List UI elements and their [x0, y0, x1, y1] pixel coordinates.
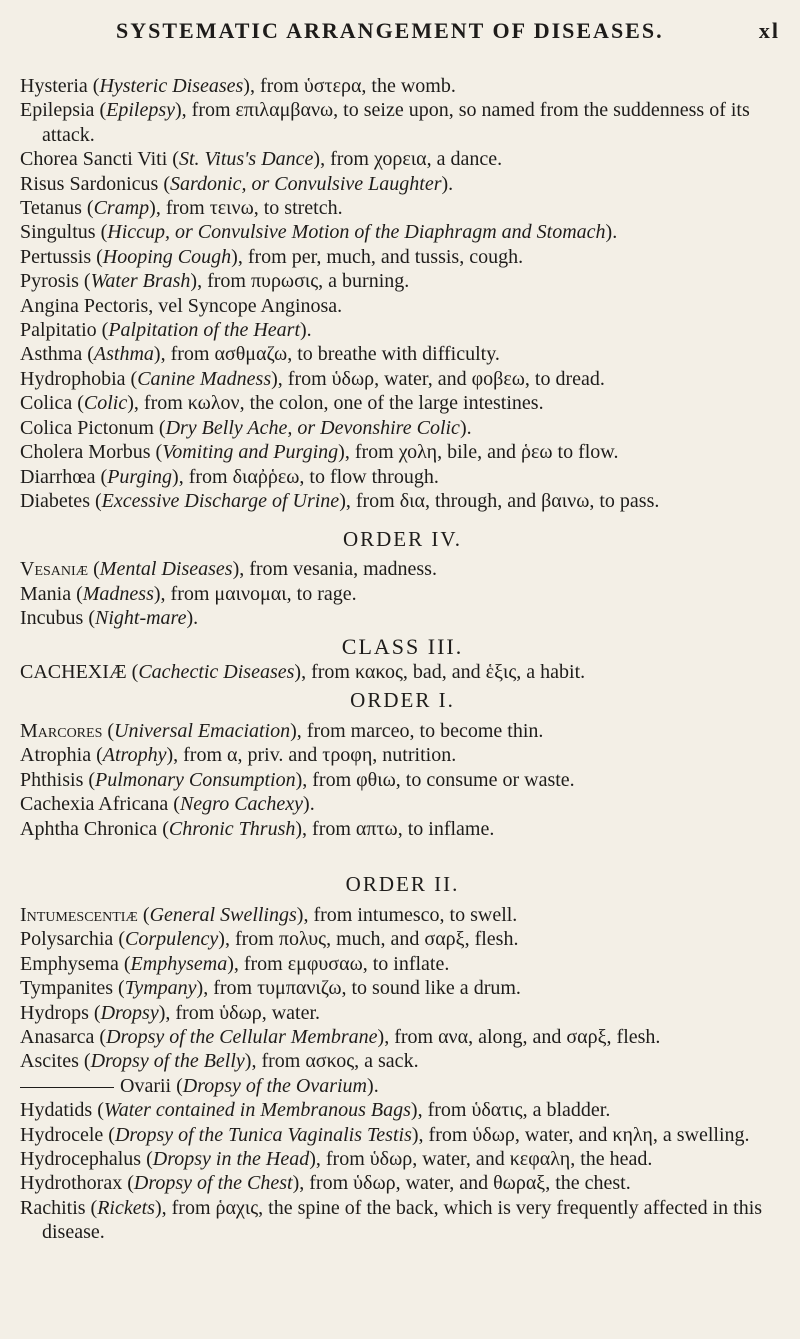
- disease-name: Colica Pictonum: [20, 416, 154, 439]
- disease-name: Anasarca: [20, 1026, 95, 1048]
- english-name: Excessive Discharge of Urine: [101, 489, 340, 512]
- disease-name: Hydrophobia: [20, 367, 126, 390]
- disease-entry: Intumescentiæ (General Swellings), from intumesco, to swell.: [20, 903, 518, 926]
- disease-entry: Colica Pictonum (Dry Belly Ache, or Devonshire Colic).: [20, 416, 472, 439]
- english-name: Emphysema: [130, 952, 228, 975]
- disease-name: Asthma: [20, 343, 83, 366]
- english-name: Asthma: [93, 343, 154, 366]
- disease-name: Pyrosis: [20, 270, 79, 293]
- disease-entry: Risus Sardonicus (Sardonic, or Convulsive Laughter).: [20, 172, 454, 195]
- disease-entry: Hydrocephalus (Dropsy in the Head), from ὑδωρ, water, and κεφαλη, the head.: [20, 1148, 653, 1171]
- english-name: Dropsy: [100, 1001, 159, 1024]
- etymology: .: [309, 793, 315, 816]
- disease-entry: Singultus (Hiccup, or Convulsive Motion of the Diaphragm and Stomach).: [20, 221, 618, 244]
- english-name: Corpulency: [124, 928, 219, 951]
- disease-entry: Ovarii (Dropsy of the Ovarium).: [20, 1074, 785, 1098]
- disease-name: Colica: [20, 392, 73, 415]
- disease-name: Ovarii: [120, 1074, 172, 1097]
- disease-entry: [20, 294, 785, 318]
- entries-section-e: [20, 903, 785, 1245]
- disease-entry: Hydrops (Dropsy), from ὑδωρ, water.: [20, 1001, 321, 1024]
- etymology: , from χορεια, a dance.: [320, 148, 503, 171]
- disease-entry: Ascites (Dropsy of the Belly), from ασκος, a sack.: [20, 1050, 419, 1073]
- entries-section-d: [20, 719, 785, 841]
- etymology: , from ὑδωρ, water, and θωραξ, the chest.: [299, 1172, 631, 1195]
- etymology: , from απτω, to inflame.: [302, 817, 495, 840]
- etymology: , from α, priv. and τροφη, nutrition.: [173, 744, 457, 767]
- etymology: , from τυμπανιζω, to sound like a drum.: [203, 977, 521, 1000]
- etymology: .: [306, 319, 312, 342]
- disease-entry: Rachitis (Rickets), from ῥαχις, the spine of the back, which is very frequently affected in this disease.: [20, 1196, 763, 1244]
- disease-name: Ascites: [20, 1050, 79, 1073]
- etymology: , from ασθμαζω, to breathe with difficulty.: [160, 343, 500, 366]
- etymology: , from δια, through, and βαινω, to pass.: [345, 489, 660, 512]
- english-name: Chronic Thrush: [168, 817, 296, 840]
- disease-entry: Pertussis (Hooping Cough), from per, much, and tussis, cough.: [20, 245, 524, 268]
- english-name: Hiccup, or Convulsive Motion of the Diaphragm and Stomach: [107, 221, 606, 244]
- disease-name: Hydrops: [20, 1001, 89, 1024]
- disease-name: Hydrothorax: [20, 1172, 123, 1195]
- disease-name: Incubus: [20, 607, 84, 630]
- etymology: , from ὑδωρ, water, and κηλη, a swelling.: [418, 1123, 750, 1146]
- etymology: .: [373, 1074, 379, 1097]
- disease-name: Atrophia: [20, 744, 92, 767]
- english-name: Canine Madness: [137, 367, 272, 390]
- etymology: , from ὑστερα, the womb.: [249, 75, 456, 97]
- english-name: Universal Emaciation: [114, 719, 291, 742]
- disease-name: Angina Pectoris, vel Syncope Anginosa.: [20, 294, 343, 317]
- disease-entry: Cholera Morbus (Vomiting and Purging), from χολη, bile, and ῥεω to flow.: [20, 441, 619, 464]
- page-number: xl: [758, 18, 780, 43]
- english-name: St. Vitus's Dance: [178, 148, 314, 171]
- disease-entry: Hydrocele (Dropsy of the Tunica Vaginalis Testis), from ὑδωρ, water, and κηλη, a swelling.: [20, 1123, 750, 1146]
- etymology: , from κακος, bad, and ἑξις, a habit.: [301, 660, 586, 683]
- english-name: Hysteric Diseases: [99, 75, 244, 97]
- etymology: , from τεινω, to stretch.: [155, 197, 343, 220]
- disease-entry: Hydrothorax (Dropsy of the Chest), from ὑδωρ, water, and θωραξ, the chest.: [20, 1172, 631, 1195]
- english-name: Dropsy in the Head: [152, 1148, 310, 1171]
- disease-name: Hydatids: [20, 1099, 93, 1122]
- english-name: Sardonic, or Convulsive Laughter: [170, 172, 442, 195]
- etymology: , from intumesco, to swell.: [303, 903, 518, 926]
- english-name: Water contained in Membranous Bags: [103, 1099, 411, 1122]
- english-name: Dropsy of the Belly: [90, 1050, 245, 1073]
- disease-name: Phthisis: [20, 768, 84, 791]
- page-body: [20, 74, 785, 1245]
- disease-name: Palpitatio: [20, 319, 97, 342]
- disease-entry: Palpitatio (Palpitation of the Heart).: [20, 319, 312, 342]
- english-name: Dropsy of the Ovarium: [182, 1074, 368, 1097]
- ditto-rule: [20, 1087, 114, 1088]
- disease-name: Intumescentiæ: [20, 903, 138, 926]
- etymology: , from μαινομαι, to rage.: [160, 582, 357, 605]
- disease-name: Risus Sardonicus: [20, 172, 159, 195]
- etymology: , from χολη, bile, and ῥεω to flow.: [344, 441, 619, 464]
- entries-section-a: [20, 74, 785, 513]
- english-name: Negro Cachexy: [179, 793, 304, 816]
- disease-entry: Tetanus (Cramp), from τεινω, to stretch.: [20, 197, 343, 220]
- english-name: Dropsy of the Chest: [133, 1172, 293, 1195]
- disease-name: Hydrocele: [20, 1123, 104, 1146]
- disease-entry: Aphtha Chronica (Chronic Thrush), from απτω, to inflame.: [20, 817, 495, 840]
- english-name: Cachectic Diseases: [138, 660, 295, 683]
- disease-name: Marcores: [20, 719, 103, 742]
- disease-entry: Vesaniæ (Mental Diseases), from vesania, madness.: [20, 558, 437, 581]
- etymology: .: [466, 416, 472, 439]
- disease-entry: Colica (Colic), from κωλον, the colon, one of the large intestines.: [20, 392, 544, 415]
- disease-entry: Anasarca (Dropsy of the Cellular Membrane), from ανα, along, and σαρξ, flesh.: [20, 1026, 661, 1048]
- disease-entry: Polysarchia (Corpulency), from πολυς, much, and σαρξ, flesh.: [20, 928, 519, 951]
- disease-entry: Diarrhœa (Purging), from διαῤῥεω, to flow through.: [20, 465, 439, 488]
- etymology: , from ασκος, a sack.: [251, 1050, 419, 1073]
- english-name: Palpitation of the Heart: [108, 319, 300, 342]
- disease-entry: Emphysema (Emphysema), from εμφυσαω, to inflate.: [20, 952, 450, 975]
- disease-entry: Atrophia (Atrophy), from α, priv. and τροφη, nutrition.: [20, 744, 457, 767]
- disease-entry: Cachexia Africana (Negro Cachexy).: [20, 793, 315, 816]
- disease-name: Polysarchia: [20, 928, 114, 951]
- english-name: General Swellings: [149, 903, 297, 926]
- etymology: , from κωλον, the colon, one of the large intestines.: [133, 392, 544, 415]
- disease-entry: CACHEXIÆ (Cachectic Diseases), from κακος, bad, and ἑξις, a habit.: [20, 660, 586, 683]
- etymology: , from ὑδατις, a bladder.: [417, 1099, 611, 1122]
- etymology: , from ανα, along, and σαρξ, flesh.: [384, 1026, 661, 1048]
- english-name: Purging: [107, 465, 173, 488]
- disease-entry: Pyrosis (Water Brash), from πυρωσις, a burning.: [20, 270, 410, 293]
- english-name: Night-mare: [95, 607, 187, 630]
- disease-entry: Asthma (Asthma), from ασθμαζω, to breathe with difficulty.: [20, 343, 500, 366]
- english-name: Vomiting and Purging: [162, 441, 339, 464]
- disease-entry: Incubus (Night-mare).: [20, 607, 199, 630]
- disease-name: Chorea Sancti Viti: [20, 148, 168, 171]
- disease-name: Hysteria: [20, 75, 88, 97]
- disease-name: Diabetes: [20, 489, 90, 512]
- english-name: Cramp: [93, 197, 150, 220]
- disease-name: Mania: [20, 582, 72, 605]
- etymology: .: [193, 607, 199, 630]
- english-name: Pulmonary Consumption: [95, 768, 296, 791]
- etymology: , from πυρωσις, a burning.: [197, 270, 410, 293]
- disease-name: Aphtha Chronica: [20, 817, 158, 840]
- order-i-heading: ORDER I.: [350, 687, 455, 712]
- disease-entry: Mania (Madness), from μαινομαι, to rage.: [20, 582, 357, 605]
- english-name: Dry Belly Ache, or Devonshire Colic: [165, 416, 460, 439]
- etymology: , from marceo, to become thin.: [296, 719, 544, 742]
- etymology: .: [448, 172, 454, 195]
- english-name: Dropsy of the Tunica Vaginalis Testis: [114, 1123, 412, 1146]
- english-name: Rickets: [97, 1196, 155, 1219]
- page-header: [0, 0, 800, 56]
- disease-entry: Hydatids (Water contained in Membranous Bags), from ὑδατις, a bladder.: [20, 1099, 611, 1122]
- english-name: Tympany: [124, 977, 197, 1000]
- disease-entry: Phthisis (Pulmonary Consumption), from φθιω, to consume or waste.: [20, 768, 575, 791]
- etymology: , from ὑδωρ, water, and κεφαλη, the head.: [315, 1148, 653, 1171]
- disease-name: Rachitis: [20, 1196, 86, 1219]
- disease-entry: Marcores (Universal Emaciation), from marceo, to become thin.: [20, 719, 544, 742]
- disease-name: Vesaniæ: [20, 558, 89, 581]
- etymology: , from ῥαχις, the spine of the back, which is very frequently affected in this disease.: [42, 1196, 763, 1244]
- disease-entry: Hysteria (Hysteric Diseases), from ὑστερα, the womb.: [20, 75, 456, 97]
- disease-name: Pertussis: [20, 245, 92, 268]
- class-iii-heading: CLASS III.: [341, 633, 464, 659]
- disease-name: Emphysema: [20, 952, 119, 975]
- order-ii-heading: ORDER II.: [345, 871, 460, 896]
- disease-name: Diarrhœa: [20, 465, 96, 488]
- etymology: , from πολυς, much, and σαρξ, flesh.: [224, 928, 519, 951]
- english-name: Madness: [82, 582, 154, 605]
- etymology: , from vesania, madness.: [239, 558, 437, 581]
- english-name: Hooping Cough: [102, 245, 232, 268]
- english-name: Epilepsy: [106, 99, 175, 122]
- disease-name: Epilepsia: [20, 99, 95, 122]
- disease-name: CACHEXIÆ: [20, 660, 127, 683]
- running-title: SYSTEMATIC ARRANGEMENT OF DISEASES.: [116, 18, 664, 43]
- english-name: Dropsy of the Cellular Membrane: [106, 1026, 378, 1048]
- disease-name: Cachexia Africana: [20, 793, 169, 816]
- english-name: Mental Diseases: [99, 558, 233, 581]
- etymology: , from διαῤῥεω, to flow through.: [178, 465, 439, 488]
- etymology: , from επιλαμβανω, to seize upon, so named from the suddenness of its attack.: [42, 99, 750, 146]
- english-name: Water Brash: [90, 270, 191, 293]
- etymology: , from ὑδωρ, water.: [165, 1001, 321, 1024]
- entries-section-c: [20, 660, 785, 684]
- etymology: , from per, much, and tussis, cough.: [237, 245, 524, 268]
- disease-entry: Hydrophobia (Canine Madness), from ὑδωρ, water, and φοβεω, to dread.: [20, 367, 605, 390]
- english-name: Colic: [83, 392, 128, 415]
- disease-name: Tetanus: [20, 197, 82, 220]
- disease-name: Cholera Morbus: [20, 441, 151, 464]
- order-iv-heading: ORDER IV.: [342, 527, 463, 552]
- disease-entry: Epilepsia (Epilepsy), from επιλαμβανω, to seize upon, so named from the suddenness of its attack.: [20, 99, 750, 146]
- disease-entry: Diabetes (Excessive Discharge of Urine), from δια, through, and βαινω, to pass.: [20, 489, 660, 512]
- etymology: .: [612, 221, 618, 244]
- etymology: , from ὑδωρ, water, and φοβεω, to dread.: [277, 367, 605, 390]
- disease-name: Tympanites: [20, 977, 114, 1000]
- disease-name: Singultus: [20, 221, 96, 244]
- entries-section-b: [20, 557, 785, 630]
- etymology: , from εμφυσαω, to inflate.: [233, 952, 450, 975]
- disease-name: Hydrocephalus: [20, 1148, 142, 1171]
- disease-entry: Tympanites (Tympany), from τυμπανιζω, to sound like a drum.: [20, 977, 521, 1000]
- etymology: , from φθιω, to consume or waste.: [302, 768, 575, 791]
- disease-entry: Chorea Sancti Viti (St. Vitus's Dance), from χορεια, a dance.: [20, 148, 503, 171]
- english-name: Atrophy: [102, 744, 167, 767]
